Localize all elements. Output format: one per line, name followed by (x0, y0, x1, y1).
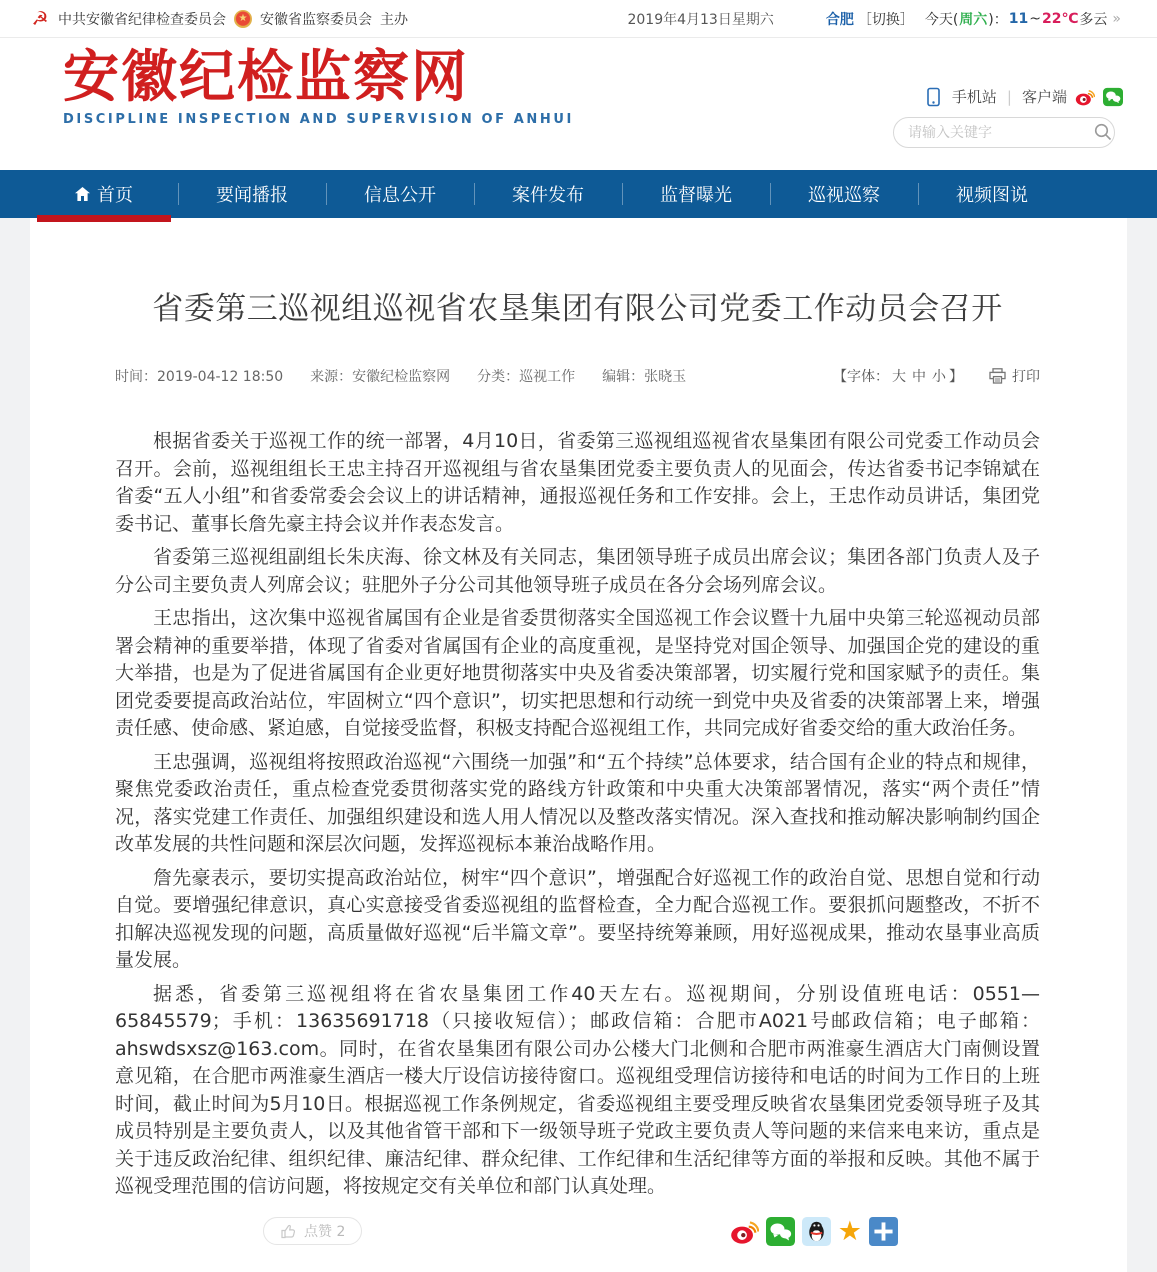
nav-item-label: 信息公开 (364, 185, 436, 206)
article-card (30, 218, 1127, 1272)
font-large-button[interactable]: 大 (892, 369, 906, 385)
nav-item-supervision-exposure[interactable] (622, 170, 770, 218)
article-paragraph: 王忠指出，这次集中巡视省属国有企业是省委贯彻落实全国巡视工作会议暨十九届中央第三轮巡视动员部署会精神的重要举措，体现了省委对省属国有企业的高度重视，是坚持党对国企领导、加强国企党的建设的重大举措，也是为了促进省属国有企业更好地贯彻落实中央及省委决策部署，切实履行党和国家赋予的责任。集团党委要提高政治站位，牢固树立“四个意识”，切实把思想和行动统一到党中央及省委的决策部署上来，增强责任感、使命感、紧迫感，自觉接受监督，积极支持配合巡视组工作，共同完成好省委交给的重大政治任务。 (115, 607, 1040, 739)
nav-item-video-gallery[interactable] (918, 170, 1066, 218)
nav-item-label: 首页 (97, 185, 133, 206)
site-header (0, 38, 1157, 170)
thumbs-up-icon (280, 1223, 297, 1240)
org-link-supervision-commission[interactable]: 安徽省监察委员会 (260, 11, 372, 28)
font-size-widget (833, 366, 963, 386)
printer-icon (989, 368, 1006, 384)
site-subtitle: DISCIPLINE INSPECTION AND SUPERVISION OF ANHUI (63, 112, 574, 127)
weather-today-prefix: 今天( (924, 11, 959, 28)
city-switch-link[interactable]: ［切换］ (857, 11, 914, 28)
article-paragraph: 王忠强调，巡视组将按照政治巡视“六围绕一加强”和“五个持续”总体要求，结合国有企业的特点和规律，聚焦党委政治责任，重点检查党委贯彻落实党的路线方针政策和中央重大决策部署情况，落实“两个责任”情况，落实党建工作责任、加强组织建设和选人用人情况以及整改落实情况。深入查找和推动解决影响制约国企改革发展的共性问题和深层次问题，发挥巡视标本兼治战略作用。 (115, 750, 1040, 855)
mobile-phone-icon (924, 87, 944, 107)
share-qq-icon[interactable] (802, 1217, 831, 1246)
meta-editor: 编辑：张晓玉 (602, 369, 687, 385)
tools-divider: | (1006, 87, 1012, 106)
article-paragraph: 据悉，省委第三巡视组将在省农垦集团工作40天左右。巡视期间，分别设值班电话：0551—65845579；手机：13635691718（只接收短信）；邮政信箱：合肥市A021号邮政信箱；电子邮箱：ahswdsxsz@163.com。同时，在省农垦集团有限公司办公楼大门北侧和合肥市两淮豪生酒店大门南侧设置意见箱，在合肥市两淮豪生酒店一楼大厅设信访接待窗口。巡视组受理信访接待和电话的时间为工作日的上班时间，截止时间为5月10日。根据巡视工作条例规定，省委巡视组主要受理反映省农垦集团党委领导班子及其成员特别是主要负责人，以及其他省管干部和下一级领导班子党政主要负责人等问题的来信来电来访，重点是关于违反政治纪律、组织纪律、廉洁纪律、群众纪律、工作纪律和生活纪律等方面的举报和反映。其他不属于巡视受理范围的信访问题，将按规定交有关单位和部门认真处理。 (115, 982, 1040, 1197)
share-more-icon[interactable] (869, 1217, 898, 1246)
print-button[interactable] (989, 366, 1040, 386)
weather-more-link[interactable]: » (1112, 10, 1121, 27)
nav-item-label: 要闻播报 (216, 185, 288, 206)
topbar (0, 0, 1157, 38)
share-weibo-icon[interactable] (730, 1217, 759, 1246)
nav-item-home[interactable] (30, 170, 178, 218)
weibo-icon[interactable] (1075, 87, 1095, 107)
share-qzone-icon[interactable]: ★ (837, 1215, 862, 1247)
meta-category: 分类：巡视工作 (477, 369, 576, 385)
nav-item-label: 巡视巡察 (808, 185, 880, 206)
search-icon[interactable] (1093, 122, 1113, 142)
like-label: 点赞 2 (304, 1224, 346, 1240)
article-body (115, 428, 1040, 1201)
meta-source: 来源：安徽纪检监察网 (310, 369, 451, 385)
party-emblem-icon: ☭ (31, 7, 49, 30)
site-logo[interactable] (63, 46, 574, 127)
nav-item-label: 监督曝光 (660, 185, 732, 206)
weather-day: 周六 (959, 11, 988, 28)
mobile-site-link[interactable]: 手机站 (951, 88, 997, 106)
weather-city-link[interactable]: 合肥 (825, 11, 854, 28)
weather-today-suffix: )： (988, 11, 1008, 28)
nav-item-label: 视频图说 (956, 185, 1028, 206)
client-app-link[interactable]: 客户端 (1021, 88, 1067, 106)
font-medium-button[interactable]: 中 (912, 369, 926, 385)
font-widget-prefix: 【字体： (833, 369, 889, 385)
weather-temp-high: 22℃ (1041, 10, 1079, 27)
wechat-icon[interactable] (1103, 87, 1123, 107)
article-paragraph: 根据省委关于巡视工作的统一部署，4月10日，省委第三巡视组巡视省农垦集团有限公司党委工作动员会召开。会前，巡视组组长王忠主持召开巡视组与省农垦集团党委主要负责人的见面会，传达省委书记李锦斌在省委“五人小组”和省委常委会会议上的讲话精神，通报巡视任务和工作安排。会上，王忠作动员讲话，集团党委书记、董事长詹先豪主持会议并作表态发言。 (115, 430, 1040, 535)
weather-condition: 多云 (1079, 11, 1108, 28)
nav-item-label: 案件发布 (512, 185, 584, 206)
main-nav (0, 170, 1157, 218)
article-title: 省委第三巡视组巡视省农垦集团有限公司党委工作动员会召开 (152, 291, 1003, 327)
share-bar (730, 1217, 898, 1246)
article-meta (115, 366, 1040, 386)
font-small-button[interactable]: 小 (932, 369, 946, 385)
nav-item-inspection-tour[interactable] (770, 170, 918, 218)
org-link-discipline-commission[interactable]: 中共安徽省纪律检查委员会 (58, 11, 226, 28)
weather-temp-low: 11 (1008, 10, 1029, 27)
nav-item-info-disclosure[interactable] (326, 170, 474, 218)
article-paragraph: 詹先豪表示，要切实提高政治站位，树牢“四个意识”，增强配合好巡视工作的政治自觉、思想自觉和行动自觉。要增强纪律意识，真心实意接受省委巡视组的监督检查，全力配合巡视工作。要狠抓问题整改，不折不扣解决巡视发现的问题，高质量做好巡视“后半篇文章”。要坚持统筹兼顾，用好巡视成果，推动农垦事业高质量发展。 (115, 866, 1040, 971)
meta-time: 时间：2019-04-12 18:50 (115, 369, 284, 385)
article-footer (115, 1217, 1040, 1246)
site-title: 安徽纪检监察网 (63, 44, 469, 110)
search-box (893, 117, 1123, 148)
like-button[interactable] (263, 1217, 362, 1245)
nav-item-case-release[interactable] (474, 170, 622, 218)
sponsor-label: 主办 (380, 11, 408, 28)
share-wechat-icon[interactable] (766, 1217, 795, 1246)
font-widget-suffix: 】 (949, 369, 963, 385)
national-emblem-icon: ★ (234, 10, 252, 28)
main-content-area (0, 218, 1157, 1272)
home-icon (75, 187, 90, 201)
article-paragraph: 省委第三巡视组副组长朱庆海、徐文林及有关同志，集团领导班子成员出席会议；集团各部门负责人及子分公司主要负责人列席会议；驻肥外子分公司其他领导班子成员在各分会场列席会议。 (115, 546, 1040, 596)
weather-tilde: ~ (1029, 10, 1041, 27)
weather-widget (826, 9, 1121, 29)
nav-item-news[interactable] (178, 170, 326, 218)
print-label: 打印 (1012, 369, 1040, 385)
search-input[interactable] (893, 117, 1115, 148)
current-date: 2019年4月13日星期六 (627, 11, 774, 28)
